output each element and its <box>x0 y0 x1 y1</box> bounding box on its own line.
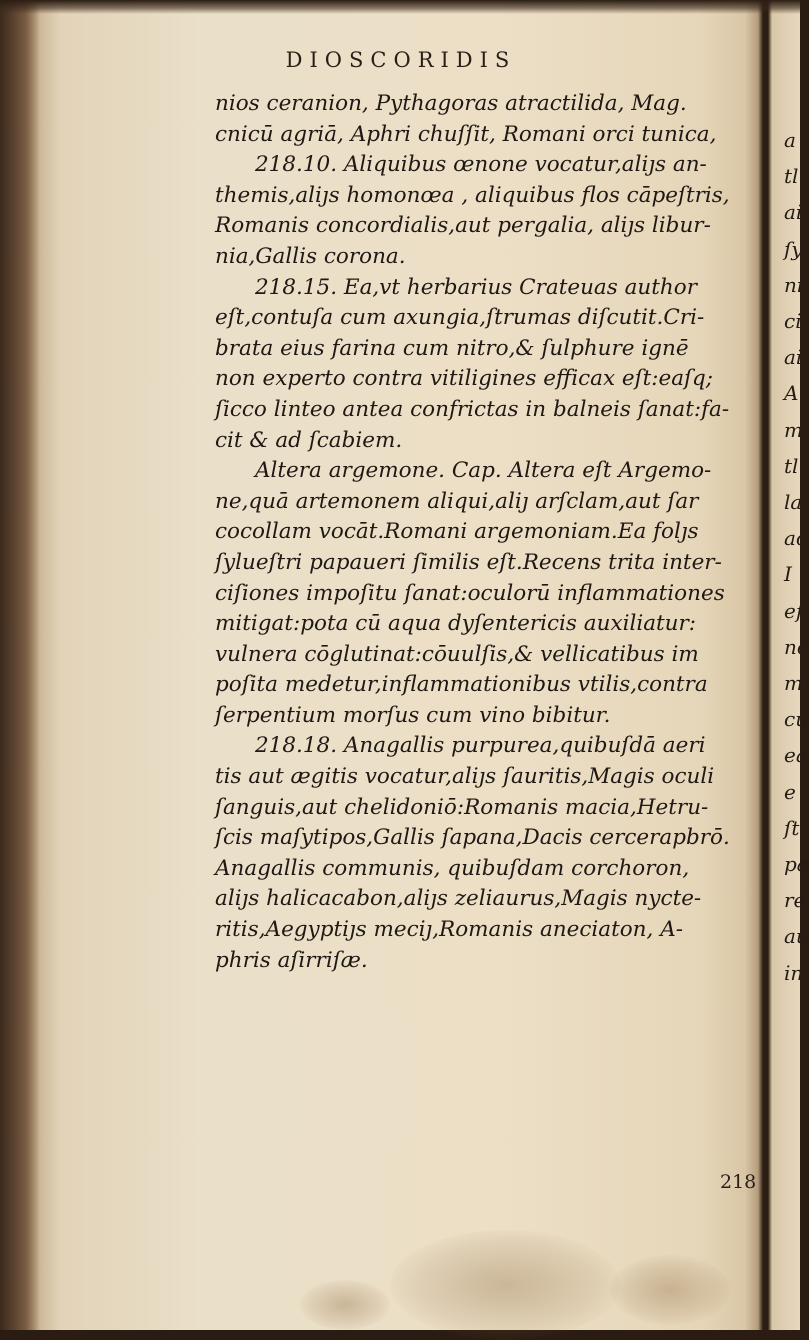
text-line: Altera argemone. Cap. Altera eſt Argemo- <box>255 458 712 484</box>
facing-page-fragment: nc <box>784 634 809 659</box>
text-line: ſanguis,aut chelidoniō:Romanis macia,Hetru- <box>215 794 709 820</box>
text-line: tis aut ægitis vocatur,aliȷs ſauritis,Magis oculi <box>215 764 715 790</box>
text-line: 218.10. Aliquibus œnone vocatur,aliȷs an- <box>255 152 707 178</box>
facing-page-fragment: la <box>784 490 803 514</box>
facing-page-fragment: ſy <box>784 236 803 261</box>
text-line: aliȷs halicacabon,aliȷs zeliaurus,Magis nycte- <box>215 886 702 912</box>
facing-page-fragment: cu <box>784 707 809 732</box>
text-line: eſt,contuſa cum axungia,ſtrumas diſcutit.Cri- <box>215 305 705 331</box>
text-line: nios ceranion, Pythagoras atractilida, Mag. <box>215 91 687 116</box>
running-header: DIOSCORIDIS <box>285 48 517 72</box>
facing-page-fragment: tl <box>784 164 799 189</box>
facing-page-fragment: A <box>784 381 799 406</box>
text-line: 218.18. Anagallis purpurea,quibuſdā aeri <box>255 733 706 759</box>
facing-page-fragment: ſt <box>784 815 800 840</box>
text-line: vulnera cōglutinat:cōuulſis,& vellicatibus im <box>215 641 699 667</box>
facing-page-fragment: a <box>784 128 796 152</box>
facing-page-edge <box>768 0 809 1330</box>
text-line: non experto contra vitiligines efficax eſt:eaſq; <box>215 366 713 392</box>
text-line: ne,quā artemonem aliqui,aliȷ arſclam,aut ſar <box>215 488 699 514</box>
text-line: Romanis concordialis,aut pergalia, aliȷs libur- <box>215 213 711 239</box>
body-text <box>215 89 750 976</box>
text-line: ritis,Aegyptiȷs meciȷ,Romanis aneciaton, A- <box>215 917 683 943</box>
facing-page-fragment: ai <box>784 345 803 370</box>
facing-page-fragment: pa <box>784 852 809 876</box>
text-line: ſerpentium morſus cum vino bibitur. <box>215 702 611 728</box>
text-line: 218.15. Ea,vt herbarius Crateuas author <box>255 274 697 300</box>
facing-page-fragment: m <box>784 417 803 442</box>
catchword: 218 <box>720 1171 757 1193</box>
text-line: cnicū agriā, Aphri chuſſit, Romani orci tunica, <box>215 121 717 147</box>
facing-page-fragment: re <box>784 888 806 913</box>
facing-page-fragment: ci <box>784 309 802 333</box>
text-line: ſylueſtri papaueri ſimilis eſt.Recens trita inter- <box>215 549 722 575</box>
facing-page-fragment: ni <box>784 272 804 297</box>
facing-page-fragment: eſ <box>784 598 804 623</box>
text-line: phris aſirriſæ. <box>215 947 368 973</box>
text-line: cocollam vocāt.Romani argemoniam.Ea folȷs <box>215 519 699 545</box>
text-line: themis,aliȷs homonœa , aliquibus flos cāpeſtris, <box>215 182 730 208</box>
text-line: ſicco linteo antea confrictas in balneis ſanat:fa- <box>215 396 730 422</box>
facing-page-fragment: in <box>784 960 804 985</box>
text-line: ciſiones impoſitu ſanat:oculorū inflammationes <box>215 580 725 606</box>
facing-page-fragment: au <box>784 924 809 949</box>
left-page <box>40 14 762 1330</box>
text-line: mitigat:pota cū aqua dyſentericis auxiliatur: <box>215 611 697 637</box>
text-line: ſcis maſytipos,Gallis ſapana,Dacis cercerapbrō. <box>215 825 730 851</box>
facing-page-fragment: ai <box>784 200 803 225</box>
facing-page-fragment: m <box>784 671 803 695</box>
top-edge-shadow <box>0 0 800 14</box>
facing-page-fragment: ac <box>784 526 808 551</box>
facing-page-fragment: tl <box>784 453 799 478</box>
text-line: poſita medetur,inflammationibus vtilis,contra <box>215 672 708 698</box>
facing-page-fragment: I <box>784 562 792 587</box>
text-line: cit & ad ſcabiem. <box>215 427 403 453</box>
text-line: brata eius farina cum nitro,& ſulphure ignē <box>215 335 689 361</box>
text-line: Anagallis communis, quibuſdam corchoron, <box>215 855 690 881</box>
facing-page-fragment: e <box>784 779 796 804</box>
facing-page-fragment: ea <box>784 743 808 768</box>
text-line: nia,Gallis corona. <box>215 243 406 269</box>
